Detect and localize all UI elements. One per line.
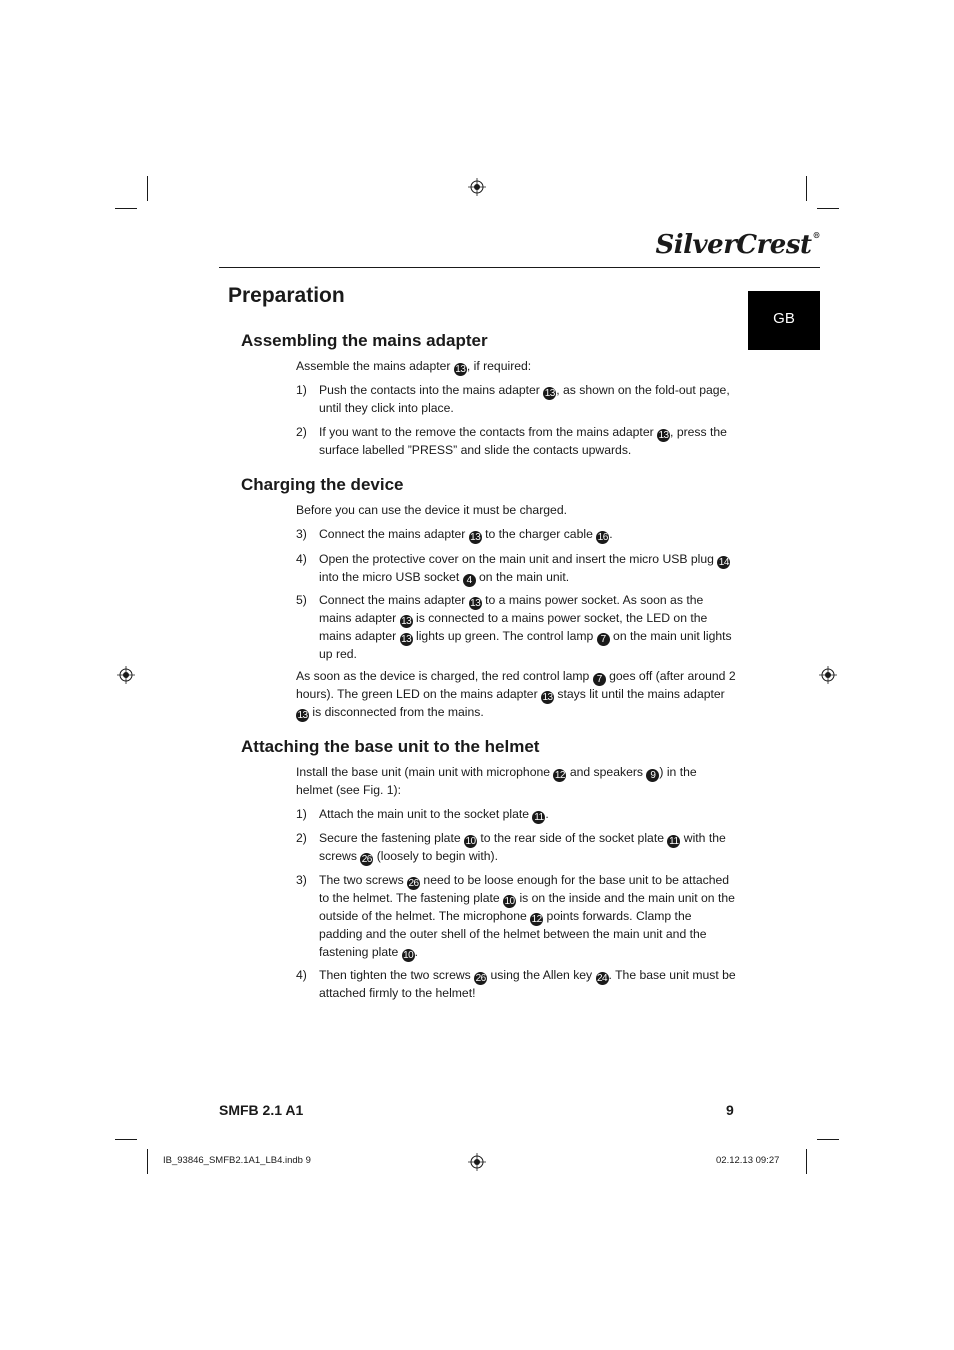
paragraph: As soon as the device is charged, the red control lamp 7 goes off (after around 2 hours). The green LED on the mains adapter 13 stays lit until the mains adapter 13 is disconnected from the mains.	[296, 669, 736, 721]
reference-number-badge: 16	[597, 532, 608, 543]
page-title: Preparation	[228, 284, 345, 307]
reference-number-badge: 7	[597, 633, 610, 646]
crop-mark	[806, 176, 807, 201]
step-item: 3) Connect the mains adapter 13 to the charger cable 16.	[296, 527, 613, 543]
reference-number-badge: 4	[463, 574, 476, 587]
step-item: 1) Push the contacts into the mains adapter 13, as shown on the fold-out page, until they click into place.	[296, 383, 730, 415]
reference-number-badge: 13	[658, 430, 669, 441]
reference-number-badge: 24	[596, 973, 608, 984]
registration-mark-icon	[468, 178, 486, 196]
print-slug-file: IB_93846_SMFB2.1A1_LB4.indb 9	[163, 1155, 311, 1166]
step-item: 2) If you want to the remove the contacts from the mains adapter 13, press the surface labelled ”PRESS” and slide the contacts upwards.	[296, 425, 727, 457]
reference-number-badge: 9	[646, 769, 659, 782]
step-item: 5) Connect the mains adapter 13 to a mains power socket. As soon as the mains adapter 13 is connected to a mains power socket, the LED on the mains adapter 13 lights up green. The control lamp 7 on the main unit lights up red.	[296, 593, 732, 661]
reference-number-badge: 10	[504, 896, 515, 907]
reference-number-badge: 13	[401, 634, 412, 645]
reference-number-badge: 13	[401, 616, 412, 627]
header-rule	[219, 267, 820, 268]
brand-logo: SilverCrest®	[655, 230, 820, 260]
section-heading: Assembling the mains adapter	[241, 331, 488, 350]
reference-number-badge: 13	[470, 598, 481, 609]
crop-mark	[806, 1149, 807, 1174]
paragraph: Assemble the mains adapter 13, if required:	[296, 359, 532, 375]
reference-number-badge: 13	[297, 710, 308, 721]
crop-mark	[817, 208, 839, 209]
step-item: 1) Attach the main unit to the socket plate 11 .	[296, 807, 549, 823]
footer-model: SMFB 2.1 A1	[219, 1102, 304, 1118]
reference-number-badge: 13	[544, 388, 555, 399]
crop-mark	[115, 208, 137, 209]
section-heading: Attaching the base unit to the helmet	[241, 737, 540, 756]
reference-number-badge: 7	[593, 673, 606, 686]
reference-number-badge: 26	[361, 854, 372, 865]
language-tab: GB	[748, 291, 820, 350]
registration-mark-icon	[819, 666, 837, 684]
step-item: 2) Secure the fastening plate 10 to the rear side of the socket plate 11 with the screws 26 (loosely to begin with).	[296, 831, 726, 865]
reference-number-badge: 26	[408, 878, 419, 889]
reference-number-badge: 12	[554, 770, 565, 781]
paragraph: Before you can use the device it must be charged.	[296, 503, 567, 517]
print-slug-date: 02.12.13 09:27	[716, 1155, 780, 1166]
reference-number-badge: 13	[470, 532, 481, 543]
reference-number-badge: 13	[455, 364, 466, 375]
registration-mark-icon	[117, 666, 135, 684]
registration-mark-icon	[468, 1153, 486, 1171]
page-number: 9	[726, 1102, 734, 1118]
crop-mark	[147, 1149, 148, 1174]
reference-number-badge: 14	[718, 557, 729, 568]
step-item: 4) Then tighten the two screws 26 using the Allen key 24. The base unit must be attached firmly to the helmet!	[296, 968, 736, 1000]
reference-number-badge: 26	[475, 973, 486, 984]
section-heading: Charging the device	[241, 475, 404, 494]
crop-mark	[115, 1139, 137, 1140]
reference-number-badge: 12	[531, 914, 542, 925]
step-item: 4) Open the protective cover on the main unit and insert the micro USB plug 14 into the micro USB socket 4 on the main unit.	[296, 552, 729, 586]
reference-number-badge: 11	[534, 812, 544, 823]
crop-mark	[147, 176, 148, 201]
reference-number-badge: 11	[669, 836, 679, 847]
step-item: 3) The two screws 26 need to be loose enough for the base unit to be attached to the helmet. The fastening plate 10 is on the inside and the main unit on the outside of the helmet. The microphone 12 points forwards. Clamp the padding and the outer shell of the helmet between the main unit and the fastening plate 10.	[296, 873, 735, 961]
crop-mark	[817, 1139, 839, 1140]
reference-number-badge: 13	[542, 692, 553, 703]
paragraph: Install the base unit (main unit with microphone 12 and speakers 9 ) in the helmet (see Fig. 1):	[296, 765, 697, 797]
reference-number-badge: 10	[403, 949, 414, 961]
reference-number-badge: 10	[465, 836, 476, 847]
